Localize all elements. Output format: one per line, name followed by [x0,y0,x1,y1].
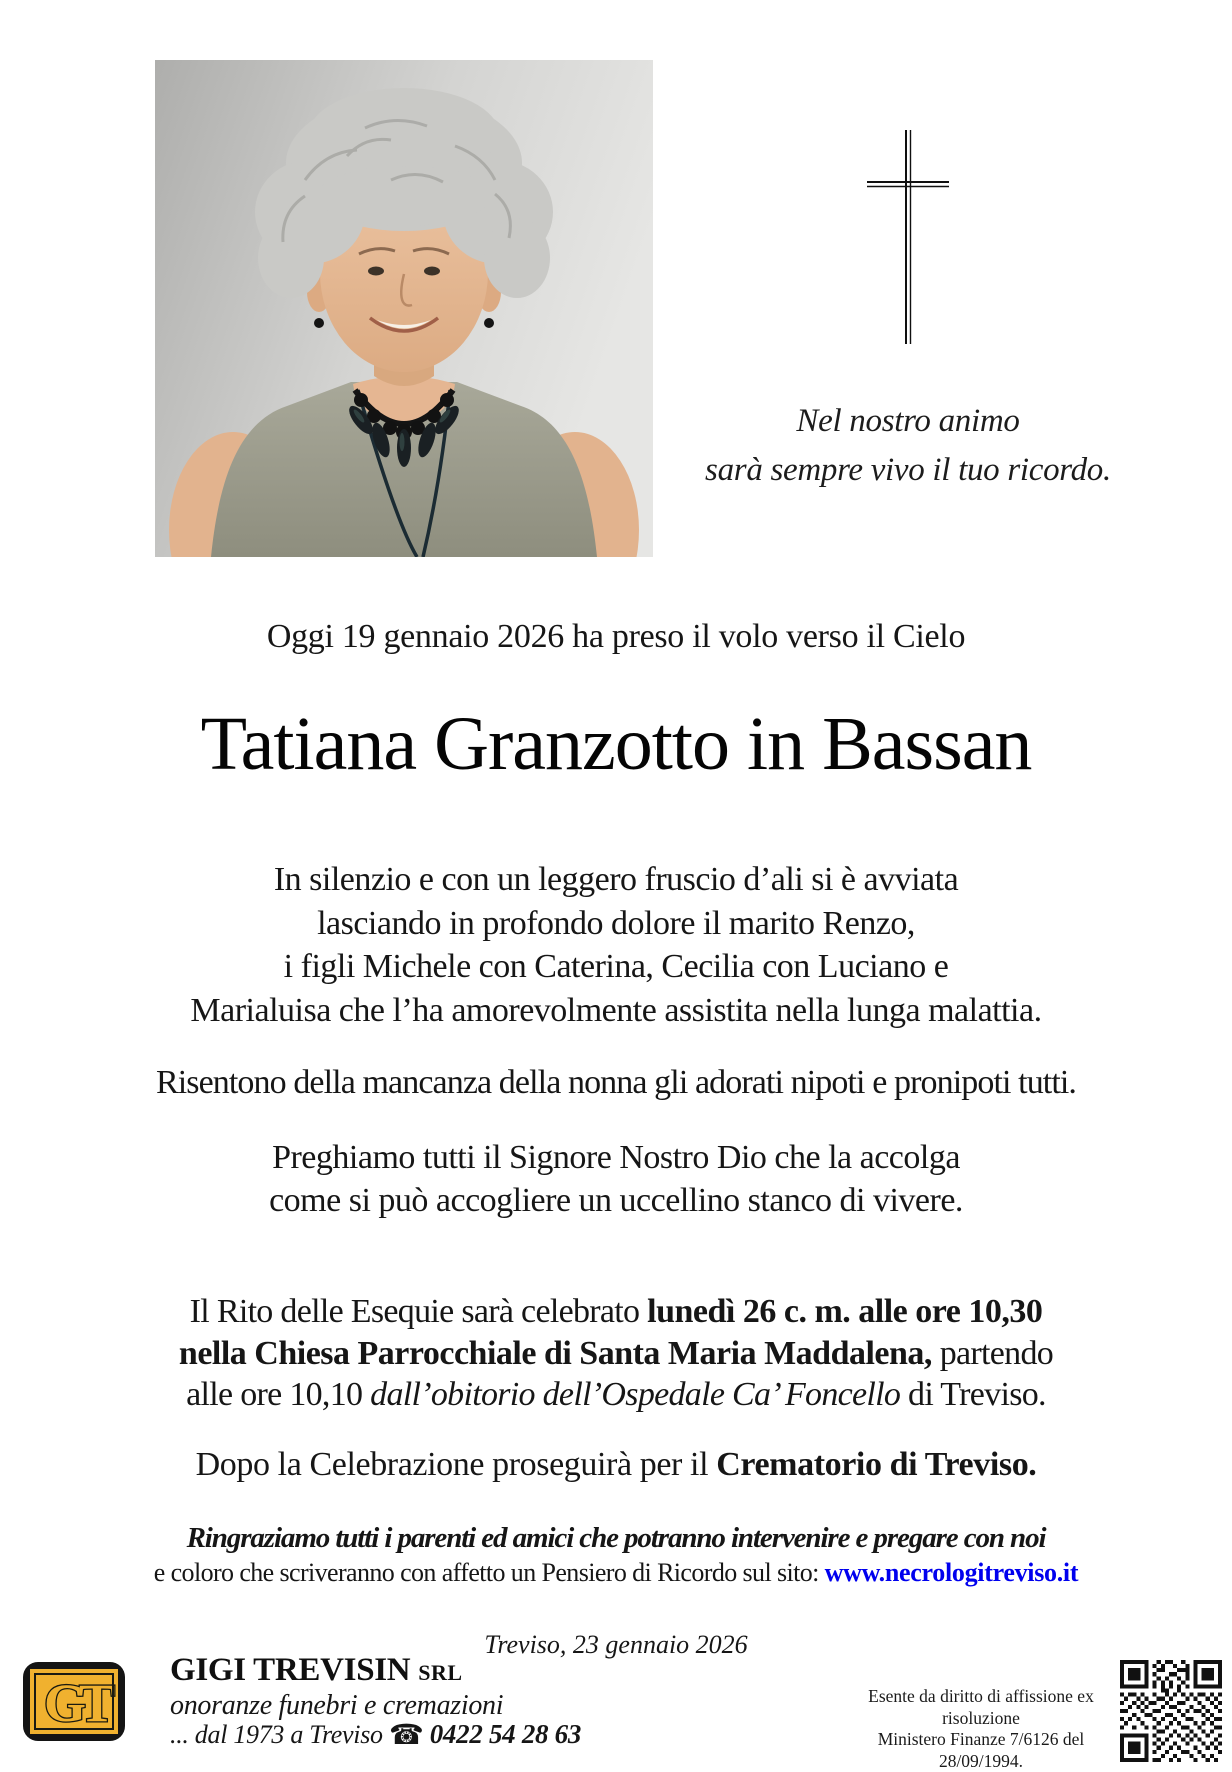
company-since-line [170,1720,581,1749]
prayer-paragraph [0,1136,1232,1222]
qr-code [1120,1660,1222,1762]
company-since: ... dal 1973 a Treviso [170,1720,383,1749]
website-link[interactable]: www.necrologitreviso.it [824,1558,1079,1587]
funeral-line-3: alle ore 10,10 dall’obitorio dell’Ospedale Ca’ Foncello di Treviso. [186,1376,1046,1413]
paragraph-line: Preghiamo tutti il Signore Nostro Dio che la accolga [272,1139,960,1176]
family-paragraph [0,858,1232,1032]
funeral-line-2: nella Chiesa Parrocchiale di Santa Maria Maddalena, partendo [178,1334,1054,1372]
dateline: Treviso, 23 gennaio 2026 [484,1630,748,1659]
memorial-quote [622,397,1194,495]
quote-line-2: sarà sempre vivo il tuo ricordo. [705,452,1111,488]
quote-line-1: Nel nostro animo [796,403,1020,439]
portrait-photo [155,60,653,557]
paragraph-line: lasciando in profondo dolore il marito Renzo, [317,904,915,942]
funeral-details [0,1291,1232,1416]
company-name-line [170,1652,581,1691]
legal-line-1: Esente da diritto di affissione ex risoluzione [868,1686,1094,1728]
thanks-line: Ringraziamo tutti i parenti ed amici che potranno intervenire e pregare con noi [186,1522,1046,1554]
paragraph-line: Marialuisa che l’ha amorevolmente assistita nella lunga malattia. [190,991,1042,1029]
phone-number: 0422 54 28 63 [429,1719,582,1749]
cross-icon [865,128,951,346]
company-tagline: onoranze funebri e cremazioni [170,1690,504,1721]
company-info [170,1652,581,1749]
paragraph-line: i figli Michele con Caterina, Cecilia con Luciano e [283,948,949,985]
company-name: GIGI TREVISIN [170,1652,411,1688]
phone-icon: ☎ [388,1720,424,1751]
logo-monogram: GT [43,1673,109,1733]
website-line: e coloro che scriveranno con affetto un Pensiero di Ricordo sul sito: www.necrologitreviso.it [153,1558,1079,1587]
legal-notice [836,1686,1126,1772]
legal-line-2: Ministero Finanze 7/6126 del 28/09/1994. [877,1729,1085,1771]
cremation-line: Dopo la Celebrazione proseguirà per il Crematorio di Treviso. [195,1446,1037,1483]
portrait-illustration [155,60,653,557]
grandchildren-line: Risentono della mancanza della nonna gli adorati nipoti e pronipoti tutti. [155,1064,1077,1101]
company-logo [23,1662,125,1741]
company-logo-panel [30,1669,118,1734]
funeral-line-1: Il Rito delle Esequie sarà celebrato lunedì 26 c. m. alle ore 10,30 [189,1293,1043,1330]
deceased-name: Tatiana Granzotto in Bassan [200,702,1032,786]
opening-line: Oggi 19 gennaio 2026 ha preso il volo verso il Cielo [266,618,966,655]
paragraph-line: In silenzio e con un leggero fruscio d’ali si è avviata [273,861,959,898]
paragraph-line: come si può accogliere un uccellino stanco di vivere. [269,1182,963,1219]
company-suffix: SRL [418,1660,463,1685]
